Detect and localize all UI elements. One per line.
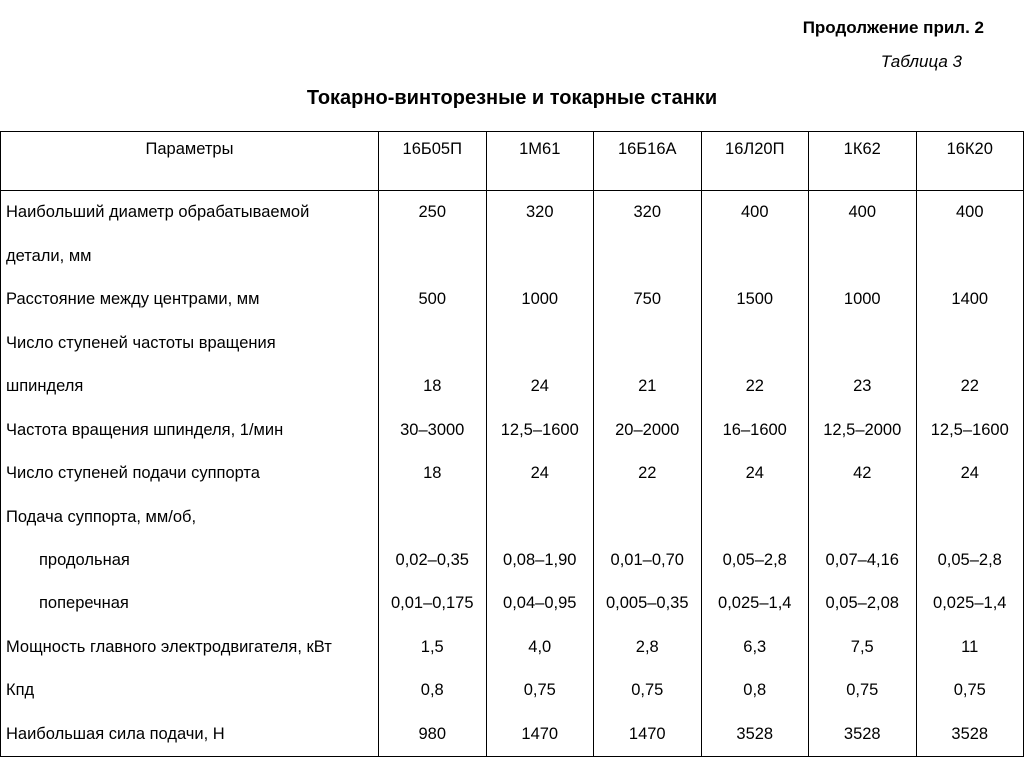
column-header-model: 1М61 xyxy=(487,132,595,190)
cell-value xyxy=(594,321,702,364)
table-row xyxy=(1,713,1023,756)
cell-value: 320 xyxy=(594,191,702,234)
row-label: Наибольший диаметр обрабатываемой xyxy=(1,191,379,234)
row-label: Кпд xyxy=(1,669,379,712)
cell-value: 24 xyxy=(487,452,595,495)
cell-value: 12,5–1600 xyxy=(487,408,595,451)
cell-value: 1000 xyxy=(809,278,917,321)
cell-value: 3528 xyxy=(702,713,810,756)
cell-value: 0,75 xyxy=(809,669,917,712)
table-row xyxy=(1,669,1023,712)
cell-value: 0,05–2,08 xyxy=(809,582,917,625)
cell-value: 0,07–4,16 xyxy=(809,539,917,582)
row-label: Частота вращения шпинделя, 1/мин xyxy=(1,408,379,451)
column-header-model: 1К62 xyxy=(809,132,917,190)
cell-value: 250 xyxy=(379,191,487,234)
cell-value: 18 xyxy=(379,452,487,495)
cell-value xyxy=(917,234,1024,277)
cell-value: 20–2000 xyxy=(594,408,702,451)
cell-value: 42 xyxy=(809,452,917,495)
cell-value: 18 xyxy=(379,365,487,408)
cell-value: 320 xyxy=(487,191,595,234)
table-row xyxy=(1,582,1023,625)
cell-value: 1500 xyxy=(702,278,810,321)
row-label: детали, мм xyxy=(1,234,379,277)
table-row xyxy=(1,539,1023,582)
cell-value: 0,01–0,70 xyxy=(594,539,702,582)
lathe-parameters-table xyxy=(0,131,1024,757)
cell-value: 24 xyxy=(702,452,810,495)
cell-value: 11 xyxy=(961,637,979,656)
cell-value: 0,05–2,8 xyxy=(937,550,1002,569)
cell-value: 0,005–0,35 xyxy=(594,582,702,625)
cell-value: 750 xyxy=(594,278,702,321)
row-label: Расстояние между центрами, мм xyxy=(1,278,379,321)
cell-value xyxy=(809,234,917,277)
column-header-parameters: Параметры xyxy=(1,132,379,190)
cell-value: 12,5–2000 xyxy=(809,408,917,451)
cell-value: 0,75 xyxy=(487,669,595,712)
cell-value: 0,05–2,8 xyxy=(702,539,810,582)
cell-value: 0,75 xyxy=(594,669,702,712)
cell-value xyxy=(917,495,1024,538)
cell-value: 0,02–0,35 xyxy=(379,539,487,582)
row-label: шпинделя xyxy=(1,365,379,408)
cell-value: 1400 xyxy=(951,290,989,309)
cell-value: 400 xyxy=(702,191,810,234)
cell-value: 2,8 xyxy=(594,626,702,669)
cell-value: 0,8 xyxy=(702,669,810,712)
row-label: продольная xyxy=(1,539,379,582)
cell-value: 22 xyxy=(960,377,979,396)
table-row xyxy=(1,495,1023,538)
row-label: Число ступеней подачи суппорта xyxy=(1,452,379,495)
cell-value: 500 xyxy=(379,278,487,321)
cell-value xyxy=(809,321,917,364)
cell-value xyxy=(809,495,917,538)
cell-value xyxy=(379,495,487,538)
cell-value xyxy=(379,234,487,277)
row-label: Наибольшая сила подачи, Н xyxy=(1,713,379,756)
cell-value xyxy=(917,321,1024,364)
cell-value: 0,025–1,4 xyxy=(933,594,1007,613)
cell-value: 0,75 xyxy=(953,681,986,700)
cell-value: 4,0 xyxy=(487,626,595,669)
cell-value xyxy=(379,321,487,364)
cell-value: 0,04–0,95 xyxy=(487,582,595,625)
cell-value: 980 xyxy=(379,713,487,756)
table-row xyxy=(1,234,1023,277)
row-label: Мощность главного электродвигателя, кВт xyxy=(1,626,379,669)
row-label: Подача суппорта, мм/об, xyxy=(1,495,379,538)
cell-value: 0,025–1,4 xyxy=(702,582,810,625)
cell-value: 23 xyxy=(809,365,917,408)
cell-value: 12,5–1600 xyxy=(930,420,1009,439)
table-row xyxy=(1,626,1023,669)
table-row xyxy=(1,191,1023,234)
cell-value: 24 xyxy=(960,464,979,483)
cell-value: 22 xyxy=(594,452,702,495)
table-row xyxy=(1,321,1023,364)
cell-value: 1000 xyxy=(487,278,595,321)
cell-value: 1470 xyxy=(594,713,702,756)
row-label: Число ступеней частоты вращения xyxy=(1,321,379,364)
cell-value: 6,3 xyxy=(702,626,810,669)
cell-value xyxy=(594,234,702,277)
table-number-caption: Таблица 3 xyxy=(880,52,962,71)
table-header-row xyxy=(1,132,1023,191)
table-row xyxy=(1,408,1023,451)
column-header-model: 16Л20П xyxy=(702,132,810,190)
cell-value: 21 xyxy=(594,365,702,408)
cell-value: 1470 xyxy=(487,713,595,756)
column-header-model: 16Б05П xyxy=(379,132,487,190)
cell-value: 0,8 xyxy=(379,669,487,712)
column-header-model: 16К20 xyxy=(946,140,993,158)
table-row xyxy=(1,452,1023,495)
cell-value: 400 xyxy=(809,191,917,234)
cell-value: 1,5 xyxy=(379,626,487,669)
cell-value xyxy=(594,495,702,538)
row-label: поперечная xyxy=(1,582,379,625)
cell-value xyxy=(487,234,595,277)
cell-value: 24 xyxy=(487,365,595,408)
table-row xyxy=(1,365,1023,408)
cell-value xyxy=(702,495,810,538)
cell-value: 22 xyxy=(702,365,810,408)
appendix-continuation-label: Продолжение прил. 2 xyxy=(802,18,984,37)
cell-value: 3528 xyxy=(951,724,989,743)
cell-value: 7,5 xyxy=(809,626,917,669)
cell-value xyxy=(702,321,810,364)
page-title: Токарно-винторезные и токарные станки xyxy=(306,87,718,109)
cell-value xyxy=(487,495,595,538)
cell-value: 0,01–0,175 xyxy=(379,582,487,625)
cell-value xyxy=(702,234,810,277)
cell-value: 0,08–1,90 xyxy=(487,539,595,582)
cell-value: 3528 xyxy=(809,713,917,756)
cell-value xyxy=(487,321,595,364)
column-header-model: 16Б16А xyxy=(594,132,702,190)
cell-value: 16–1600 xyxy=(702,408,810,451)
table-row xyxy=(1,278,1023,321)
cell-value: 30–3000 xyxy=(379,408,487,451)
cell-value: 400 xyxy=(955,203,984,222)
